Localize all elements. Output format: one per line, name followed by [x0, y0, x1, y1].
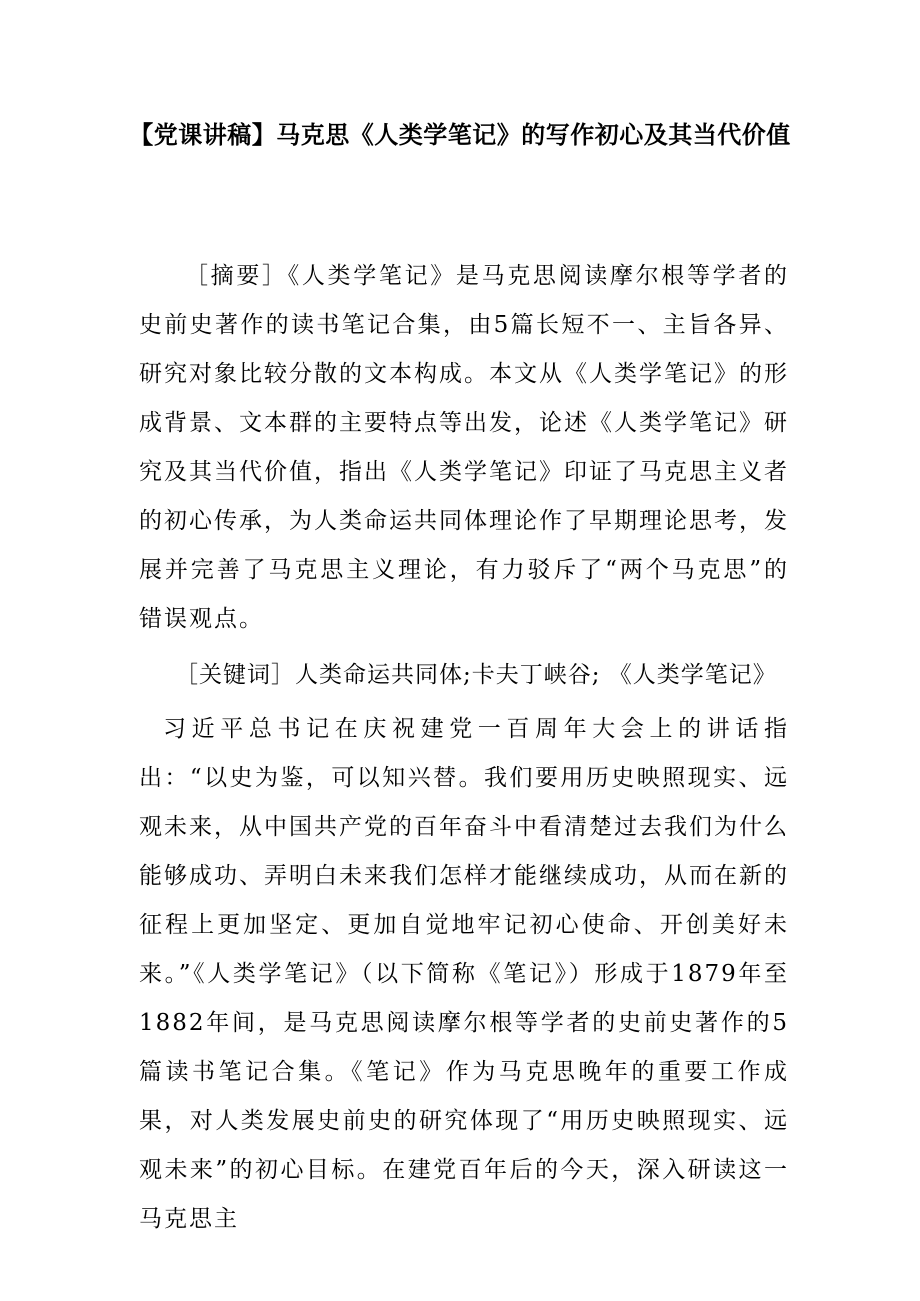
keywords-paragraph: ［关键词］人类命运共同体;卡夫丁峡谷; 《人类学笔记》 — [175, 662, 777, 688]
intro-paragraph: 习近平总书记在庆祝建党一百周年大会上的讲话指出：“以史为鉴，可以知兴替。我们要用历史映照现实、远观未来，从中国共产党的百年奋斗中看清楚过去我们为什么能够成功、弄明白未来我们怎样才能继续成功，从而在新的征程上更加坚定、更加自觉地牢记初心使命、开创美好未来。”《人类学笔记》（以下简称《笔记》）形成于1879年至1882年间，是马克思阅读摩尔根等学者的史前史著作的5篇读书笔记合集。《笔记》作为马克思晚年的重要工作成果，对人类发展史前史的研究体现了“用历史映照现实、远观未来”的初心目标。在建党百年后的今天，深入研读这一马克思主 — [139, 716, 789, 1232]
document-body — [139, 252, 789, 1244]
abstract-paragraph: ［摘要］《人类学笔记》是马克思阅读摩尔根等学者的史前史著作的读书笔记合集，由5篇长短不一、主旨各异、研究对象比较分散的文本构成。本文从《人类学笔记》的形成背景、文本群的主要特点等出发，论述《人类学笔记》研究及其当代价值，指出《人类学笔记》印证了马克思主义者的初心传承，为人类命运共同体理论作了早期理论思考，发展并完善了马克思主义理论，有力驳斥了“两个马克思”的错误观点。 — [139, 263, 789, 632]
document-title: 【党课讲稿】马克思《人类学笔记》的写作初心及其当代价值 — [129, 121, 791, 149]
